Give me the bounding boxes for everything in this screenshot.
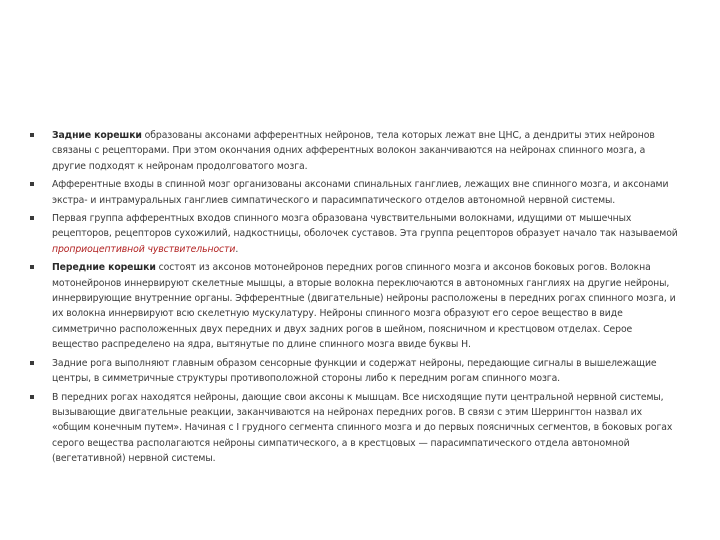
highlighted-term: проприоцептивной чувствительности xyxy=(52,243,236,255)
list-item xyxy=(30,260,678,352)
list-item xyxy=(30,128,678,174)
slide-content xyxy=(30,128,678,470)
bullet-icon xyxy=(30,395,34,399)
bullet-list xyxy=(30,128,678,467)
bullet-icon xyxy=(30,361,34,365)
bullet-icon xyxy=(30,265,34,269)
bullet-icon xyxy=(30,216,34,220)
list-item xyxy=(30,390,678,467)
bold-term: Задние корешки xyxy=(52,130,142,141)
list-item xyxy=(30,211,678,257)
paragraph-text: Первая группа афферентных входов спинного мозга образована чувствительными волокнами, идущими от мышечных рецепторов, рецепторов сухожилий, надкостницы, оболочек суставов. Эта группа рецепторов образует начало так называемой xyxy=(52,213,678,240)
paragraph-text: Афферентные входы в спинной мозг организованы аксонами спинальных ганглиев, лежащих вне спинного мозга, и аксонами экстра- и интрамуральных ганглиев симпатического и парасимпатического отделов автономной нервной системы. xyxy=(52,179,669,206)
list-item xyxy=(30,177,678,208)
list-item xyxy=(30,356,678,387)
paragraph-text: В передних рогах находятся нейроны, дающие свои аксоны к мышцам. Все нисходящие пути центральной нервной системы, вызывающие двигательные реакции, заканчиваются на нейронах передних рогов. В связи с этим Шеррингтон назвал их «общим конечным путем». Начиная с I грудного сегмента спинного мозга и до первых поясничных сегментов, в боковых рогах серого вещества располагаются нейроны симпатического, а в крестцовых — парасимпатического отдела автономной (вегетативной) нервной системы. xyxy=(52,391,673,465)
paragraph-text: образованы аксонами афферентных нейронов, тела которых лежат вне ЦНС, а дендриты этих нейронов связаны с рецепторами. При этом окончания одних афферентных волокон заканчиваются на нейронах спинного мозга, а другие подходят к нейронам продолговатого мозга. xyxy=(52,130,655,172)
bullet-icon xyxy=(30,182,34,186)
bullet-icon xyxy=(30,133,34,137)
paragraph-text: Задние рога выполняют главным образом сенсорные функции и содержат нейроны, передающие сигналы в вышележащие центры, в симметричные структуры противоположной стороны либо к передним рогам спинного мозга. xyxy=(52,357,657,385)
paragraph-text: состоят из аксонов мотонейронов передних рогов спинного мозга и аксонов боковых рогов. Волокна мотонейронов иннервируют скелетные мышцы, а вторые волокна переключаются в автономных ганглиях на другие нейроны, иннервирующие внутренние органы. Эфферентные (двигательные) нейроны расположены в передних рогах спинного мозга, и их волокна иннервируют всю скелетную мускулатуру. Нейроны спинного мозга образуют его серое вещество в виде симметрично расположенных двух передних и двух задних рогов в шейном, поясничном и крестцовом отделах. Серое вещество распределено на ядра, вытянутые по длине спинного мозга ввиде буквы Н. xyxy=(52,262,676,351)
paragraph-text-end: . xyxy=(235,243,239,255)
bold-term: Передние корешки xyxy=(52,262,156,274)
